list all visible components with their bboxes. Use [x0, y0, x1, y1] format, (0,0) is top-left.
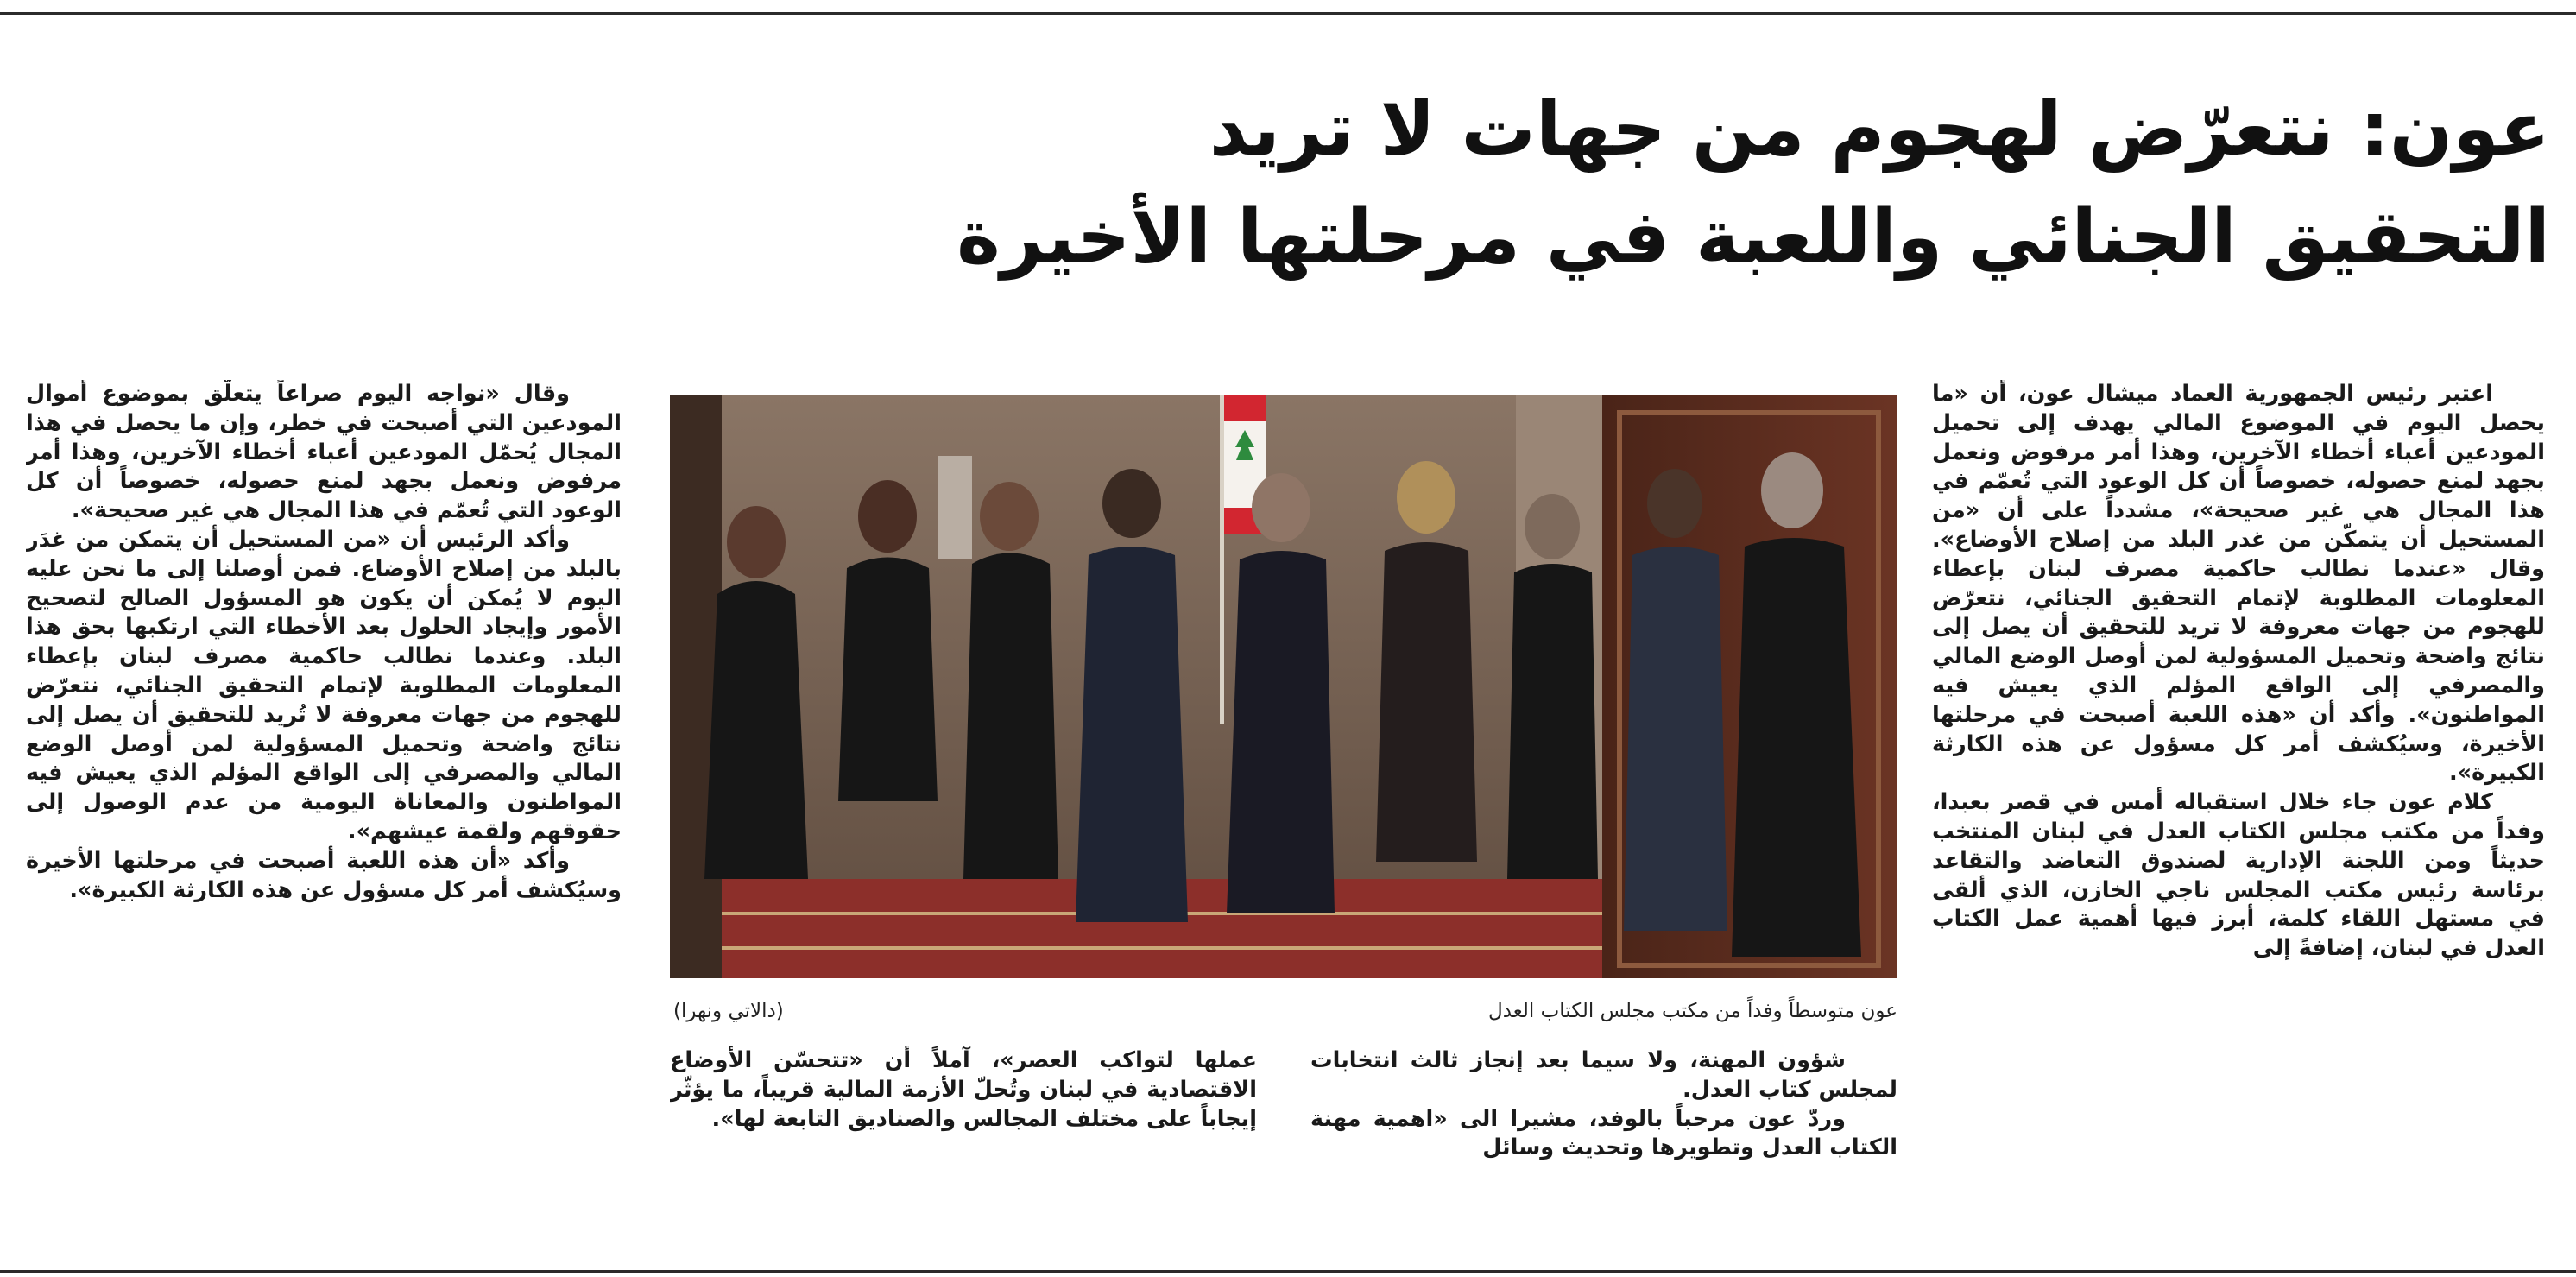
paragraph: كلام عون جاء خلال استقباله أمس في قصر بعبدا، وفداً من مكتب مجلس الكتاب العدل في لبنان المنتخب حديثاً ومن اللجنة الإدارية لصندوق التعاضد والتقاعد برئاسة رئيس مكتب المجلس ناجي الخازن، الذي ألقى في مستهل اللقاء كلمة، أبرز فيها أهمية عمل الكتاب العدل في لبنان، إضافةً إلى: [1932, 789, 2545, 962]
news-photo: [670, 395, 1897, 978]
article-column-left: [26, 380, 622, 1243]
headline-line-1: عون: نتعرّض لهجوم من جهات لا تريد: [1209, 86, 2550, 173]
article-column-mid-right: [1310, 1046, 1897, 1219]
top-rule: [0, 12, 2576, 15]
article-column-mid-left: [670, 1046, 1257, 1219]
bottom-rule: [0, 1270, 2576, 1273]
paragraph: وأكد الرئيس أن «من المستحيل أن يتمكن من غدَر بالبلد من إصلاح الأوضاع. فمن أوصلنا إلى ما نحن عليه اليوم لا يُمكن أن يكون هو المسؤول الصالح لتصحيح الأمور وإيجاد الحلول بعد الأخطاء التي ارتكبها بحق هذا البلد. وعندما نطالب حاكمية مصرف لبنان بإعطاء المعلومات المطلوبة لإتمام التحقيق الجنائي، نتعرّض للهجوم من جهات معروفة لا تُريد للتحقيق أن يصل إلى نتائج واضحة وتحميل المسؤولية لمن أوصل الوضع المالي والمصرفي إلى الواقع المؤلم الذي يعيش فيه المواطنون والمعاناة اليومية من عدم الوصول إلى حقوقهم ولقمة عيشهم».: [26, 526, 622, 844]
photo-caption: عون متوسطاً وفداً من مكتب مجلس الكتاب العدل: [1488, 1000, 1897, 1022]
paragraph: عملها لتواكب العصر»، آملاً أن «تتحسّن الأوضاع الاقتصادية في لبنان وتُحلّ الأزمة المالية قريباً، ما يؤثّر إيجاباً على مختلف المجالس والصناديق التابعة لها».: [670, 1047, 1257, 1132]
paragraph: شؤون المهنة، ولا سيما بعد إنجاز ثالث انتخابات لمجلس كتاب العدل.: [1310, 1047, 1897, 1103]
paragraph: وقال «نواجه اليوم صراعاً يتعلّق بموضوع أموال المودعين التي أصبحت في خطر، وإن ما يحصل في هذا المجال يُحمّل المودعين أعباء أخطاء الآخرين، وهذا أمر مرفوض ونعمل بجهد لمنع حصوله، خصوصاً أن كل الوعود التي تُعمّم في هذا المجال هي غير صحيحة».: [26, 381, 622, 524]
photo-illustration: [670, 395, 1897, 978]
headline-line-2: التحقيق الجنائي واللعبة في مرحلتها الأخيرة: [957, 194, 2550, 281]
photo-credit: (دالاتي ونهرا): [673, 1000, 784, 1022]
paragraph: وردّ عون مرحباً بالوفد، مشيرا الى «اهمية مهنة الكتاب العدل وتطويرها وتحديث وسائل: [1310, 1105, 1897, 1161]
article-column-right: [1932, 380, 2545, 1243]
paragraph: وأكد «أن هذه اللعبة أصبحت في مرحلتها الأخيرة وسيُكشف أمر كل مسؤول عن هذه الكارثة الكبيرة».: [26, 847, 622, 903]
paragraph: اعتبر رئيس الجمهورية العماد ميشال عون، أن «ما يحصل اليوم في الموضوع المالي يهدف إلى تحميل المودعين أعباء أخطاء الآخرين، وهذا أمر مرفوض ونعمل بجهد لمنع حصوله، خصوصاً أن كل الوعود التي تُعمّم في هذا المجال هي غير صحيحة»، مشدداً على أن «من المستحيل أن يتمكّن من غدر البلد من إصلاح الأوضاع». وقال «عندما نطالب حاكمية مصرف لبنان بإعطاء المعلومات المطلوبة لإتمام التحقيق الجنائي، نتعرّض للهجوم من جهات معروفة لا تريد للتحقيق أن يصل إلى نتائج واضحة وتحميل المسؤولية لمن أوصل الوضع المالي والمصرفي إلى الواقع المؤلم الذي يعيش فيه المواطنون». وأكد أن «هذه اللعبة أصبحت في مرحلتها الأخيرة، وسيُكشف أمر كل مسؤول عن هذه الكارثة الكبيرة».: [1932, 381, 2545, 787]
